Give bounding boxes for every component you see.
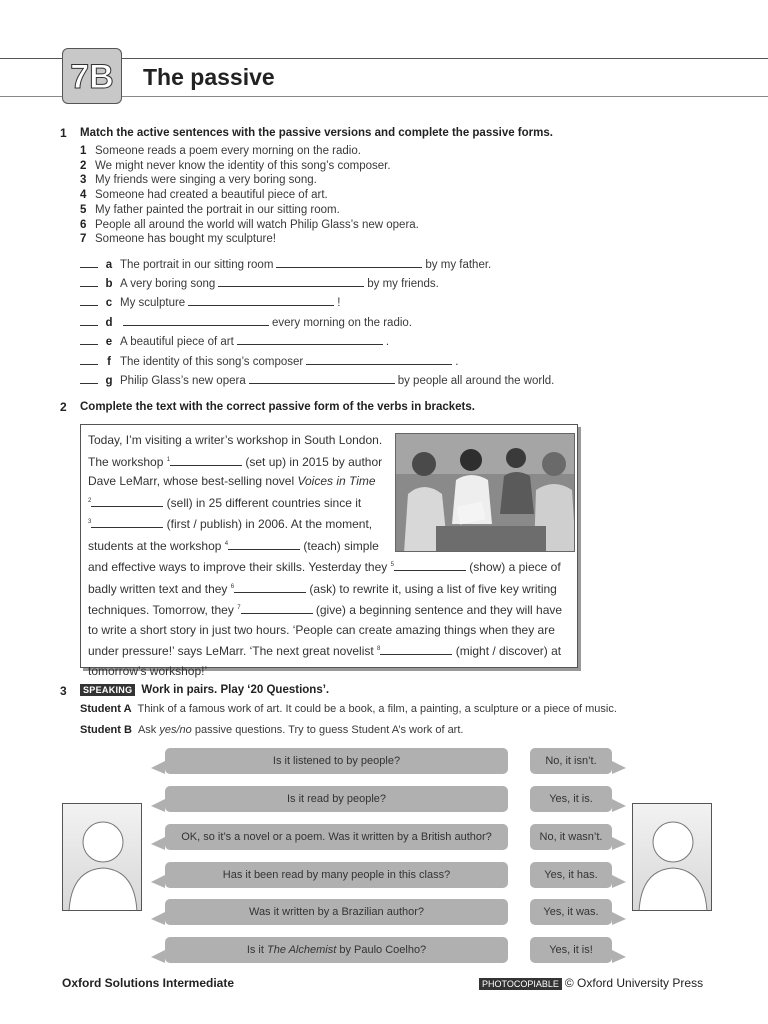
footer-book-title: Oxford Solutions Intermediate [62,976,235,990]
answer-blank[interactable] [80,372,98,384]
fill-blank[interactable] [306,355,452,365]
question-bubble: OK, so it’s a novel or a poem. Was it written by a British author? [165,824,508,850]
exercise-2-number: 2 [60,400,67,414]
student-a-line: Student A Think of a famous work of art. It could be a book, a film, a painting, a sculpture or a piece of music. [80,703,617,715]
answer-bubble: Yes, it has. [530,862,612,888]
gap-1[interactable] [170,456,242,466]
fill-blank[interactable] [237,335,383,345]
question-bubble: Is it The Alchemist by Paulo Coelho? [165,937,508,963]
active-sentence: 3 My friends were singing a very boring song. [80,174,317,187]
exercise-3-instruction: SPEAKING Work in pairs. Play ‘20 Questions’. [80,684,329,696]
fill-blank[interactable] [188,296,334,306]
answer-bubble: Yes, it was. [530,899,612,925]
gap-5[interactable] [394,561,466,571]
active-sentence: 2 We might never know the identity of this song’s composer. [80,159,391,172]
gap-7[interactable] [241,604,313,614]
passive-item-c: c My sculpture ! [80,294,340,312]
gap-3[interactable] [91,518,163,528]
active-sentence: 7 Someone has bought my sculpture! [80,233,276,246]
answer-bubble: Yes, it is! [530,937,612,963]
gap-6[interactable] [234,583,306,593]
speaking-badge: SPEAKING [80,684,135,696]
passive-item-b: b A very boring song by my friends. [80,275,439,293]
answer-bubble: Yes, it is. [530,786,612,812]
question-bubble: Is it listened to by people? [165,748,508,774]
fill-blank[interactable] [218,277,364,287]
exercise-1-number: 1 [60,126,67,140]
exercise-2-instruction: Complete the text with the correct passive form of the verbs in brackets. [80,401,475,413]
answer-blank[interactable] [80,353,98,365]
workshop-photo [395,433,575,552]
fill-blank[interactable] [249,374,395,384]
page-title: The passive [143,64,275,90]
fill-blank[interactable] [276,258,422,268]
unit-label: 7B [62,48,122,104]
active-sentence: 1 Someone reads a poem every morning on the radio. [80,145,361,157]
passive-item-d: d every morning on the radio. [80,314,412,332]
gap-2[interactable] [91,497,163,507]
answer-blank[interactable] [80,314,98,326]
gap-8[interactable] [380,645,452,655]
active-sentence-list [80,144,419,247]
student-b-avatar-icon [632,803,712,911]
passive-item-f: f The identity of this song’s composer . [80,353,458,371]
passive-item-g: g Philip Glass’s new opera by people all around the world. [80,372,554,390]
answer-blank[interactable] [80,333,98,345]
passive-item-a: a The portrait in our sitting room by my father. [80,256,491,274]
photocopiable-badge: PHOTOCOPIABLE [479,978,562,990]
question-bubble: Was it written by a Brazilian author? [165,899,508,925]
passive-item-e: e A beautiful piece of art . [80,333,389,351]
gap-4[interactable] [228,540,300,550]
answer-blank[interactable] [80,294,98,306]
answer-bubble: No, it wasn’t. [530,824,612,850]
footer-copyright: PHOTOCOPIABLE © Oxford University Press [479,976,703,990]
reading-text-box [80,424,578,678]
active-sentence: 6 People all around the world will watch Philip Glass’s new opera. [80,218,419,231]
exercise-3-number: 3 [60,684,67,698]
reading-text: Today, I’m visiting a writer’s workshop in South London. The workshop $^1$ (set up) in 2015 by author Dave LeMarr, whose best-selling novel Voices in Time $^2$ (sell) in 25 different countries since it $^3$ (first / publish) in 2006. At the moment, students at the workshop $^4$ (teach) simple and effective ways to improve their skills. Yesterday they $^5$ (show) a piece of badly written text and they $^6$ (ask) to rewrite it, using a list of five key writing techniques. Tomorrow, they $^7$ (give) a beginning sentence and they will have to write a short story in just two hours. ‘People can create amazing things when they are under pressure!’ says LeMarr. ‘The next great novelist $^8$ (might / discover) at tomorrow’s workshop!’ [88,431,573,681]
answer-bubble: No, it isn’t. [530,748,612,774]
active-sentence: 4 Someone had created a beautiful piece of art. [80,189,328,202]
active-sentence: 5 My father painted the portrait in our sitting room. [80,203,340,216]
student-a-avatar-icon [62,803,142,911]
fill-blank[interactable] [123,316,269,326]
student-b-line: Student B Ask yes/no passive questions. Try to guess Student A’s work of art. [80,724,464,736]
question-bubble: Has it been read by many people in this class? [165,862,508,888]
exercise-1-instruction: Match the active sentences with the passive versions and complete the passive forms. [80,127,553,139]
answer-blank[interactable] [80,275,98,287]
answer-blank[interactable] [80,256,98,268]
question-bubble: Is it read by people? [165,786,508,812]
